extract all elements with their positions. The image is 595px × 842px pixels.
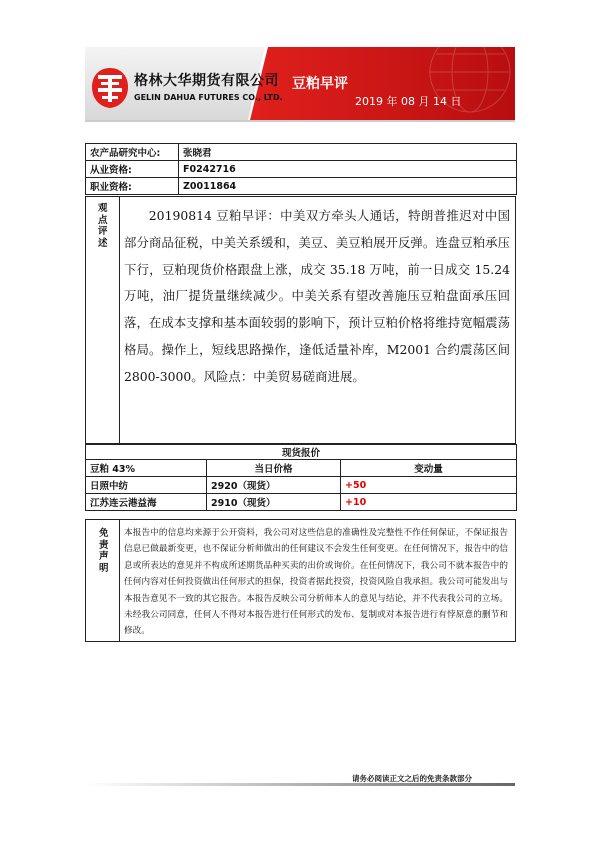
position-value: Z0011864 (179, 178, 517, 195)
dept-label: 农产品研究中心: (86, 144, 179, 161)
analyst-name: 张晓君 (179, 144, 517, 161)
disclaimer-text: 本报告中的信息均来源于公开资料，我公司对这些信息的准确性及完整性不作任何保证，不保证报告信息已做最新变更，也不保证分析师做出的任何建议不会发生任何变更。在任何情况下，报告中的信息或所表达的意见并不构成所述期货品种买卖的出价或询价。在任何情况下，我公司不就本报告中的任何内容对任何投资做出任何形式的担保，投资者据此投资，投资风险自我承担。我公司可能发出与本报告意见不一致的其它报告。本报告反映公司分析师本人的意见与结论，并不代表我公司的立场。未经我公司同意，任何人不得对本报告进行任何形式的发布、复制或对本报告进行有悖原意的删节和修改。 (124, 528, 508, 637)
spot-col-product: 豆粕 43% (86, 460, 207, 477)
disclaimer-side-label: 免责声明 (99, 528, 109, 574)
commentary-side-cell (86, 197, 120, 443)
table-row (86, 477, 517, 494)
license-value: F0242716 (179, 161, 517, 178)
table-row (86, 494, 517, 511)
spot-location: 日照中纺 (86, 477, 207, 494)
report-title: 豆粕早评 (292, 76, 348, 92)
company-logo (90, 64, 283, 114)
gelin-dahua-logo-icon (90, 66, 130, 110)
info-row-dept (86, 144, 517, 161)
spot-col-change: 变动量 (341, 460, 517, 477)
analyst-info-table (85, 143, 517, 195)
spot-price: 2910（现货） (207, 494, 341, 511)
spot-title-row (86, 445, 517, 460)
spot-title: 现货报价 (86, 445, 517, 460)
disclaimer-section (85, 519, 516, 642)
spot-change: +50 (341, 477, 517, 494)
commentary-text: 20190814 豆粕早评：中美双方牵头人通话，特朗普推迟对中国部分商品征税，中美关系缓和，美豆、美豆粕展开反弹。连盘豆粕承压下行，豆粕现货价格跟盘上涨，成交 35.18 万吨，前一日成交 15.24 万吨，油厂提货量继续减少。中美关系有望改善施压豆粕盘面承压回落，在成本支撑和基本面较弱的影响下，预计豆粕价格将维持宽幅震荡格局。操作上，短线思路操作，逢低适量补库，M2001 合约震荡区间 2800-3000。风险点：中美贸易磋商进展。 (124, 208, 510, 384)
spot-price-table (85, 444, 517, 511)
spot-price: 2920（现货） (207, 477, 341, 494)
disclaimer-side-cell (86, 520, 120, 641)
company-name-cn: 格林大华期货有限公司 (134, 73, 279, 89)
license-label: 从业资格: (86, 161, 179, 178)
company-name-en: GELIN DAHUA FUTURES CO., LTD. (134, 93, 283, 102)
footer-note: 请务必阅读正文之后的免责条款部分 (352, 774, 472, 783)
spot-change: +10 (341, 494, 517, 511)
commentary-section (85, 196, 516, 444)
spot-header-row (86, 460, 517, 477)
spot-location: 江苏连云港益海 (86, 494, 207, 511)
spot-col-price: 当日价格 (207, 460, 341, 477)
footer-rule (85, 783, 515, 786)
position-label: 职业资格: (86, 178, 179, 195)
info-row-license (86, 161, 517, 178)
info-row-position (86, 178, 517, 195)
commentary-side-label: 观点评述 (98, 203, 108, 249)
report-date: 2019 年 08 月 14 日 (355, 95, 462, 108)
